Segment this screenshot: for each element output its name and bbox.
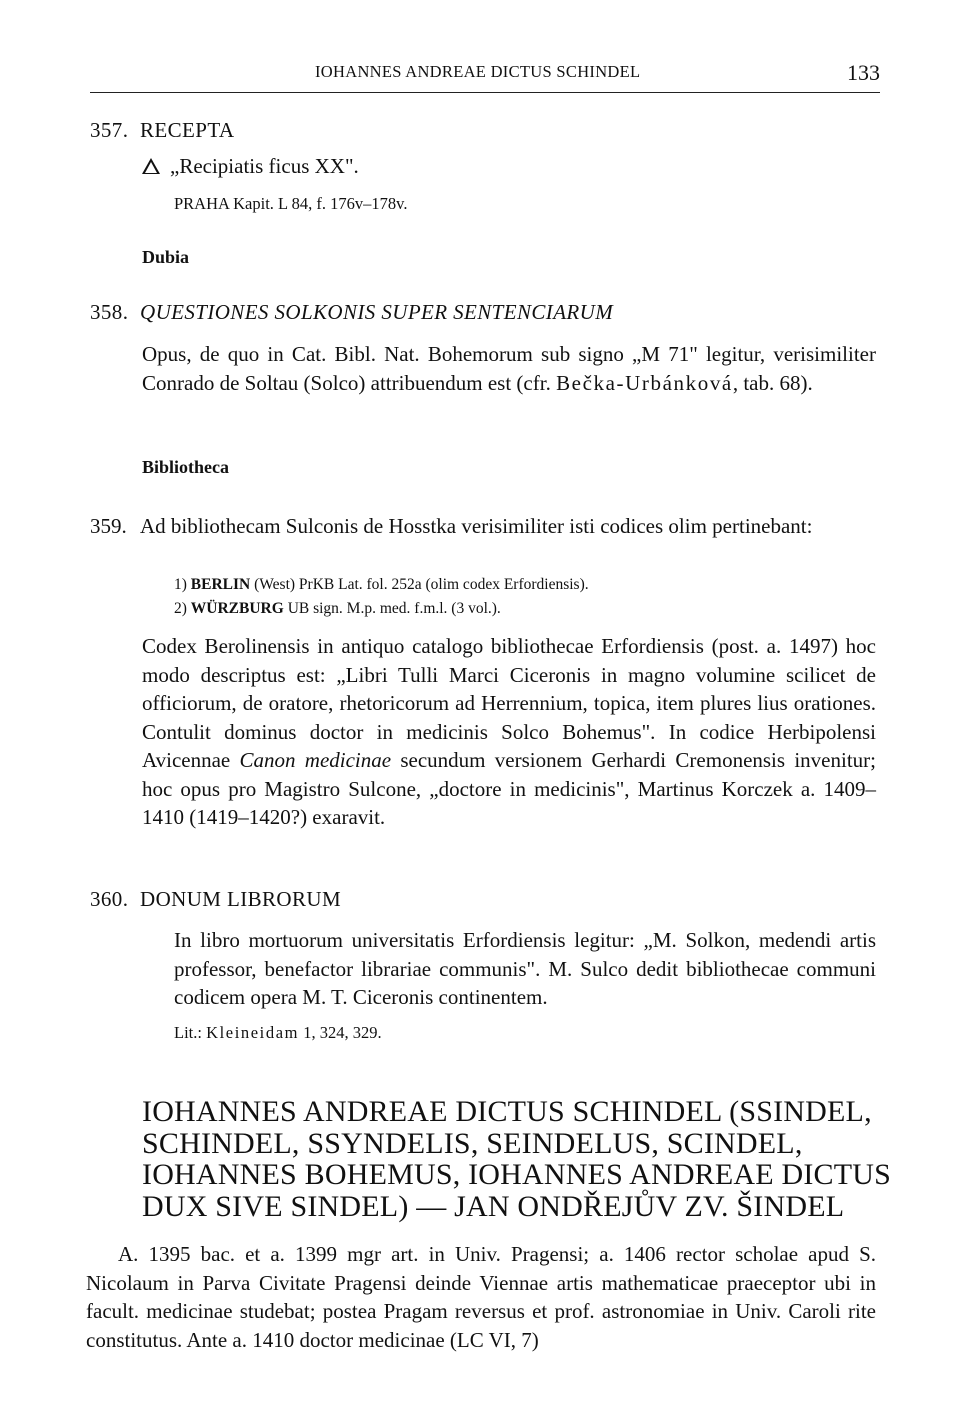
entry-number: 357.: [90, 118, 129, 142]
triangle-icon: [142, 158, 160, 174]
codex-2-number: 2): [174, 600, 187, 617]
main-heading-line: IOHANNES BOHEMUS, IOHANNES ANDREAE DICTUS: [142, 1158, 892, 1191]
codex-1-city: BERLIN: [190, 576, 251, 593]
running-title: IOHANNES ANDREAE DICTUS SCHINDEL: [315, 62, 641, 81]
biography-text: A. 1395 bac. et a. 1399 mgr art. in Univ. Pragensi; a. 1406 rector scholae apud S. Nicolaum in Parva Civitate Pragensi deinde Viennae artis mathematicae praeceptor ubi in facult. medicinae studebat; postea Pragam reversus et prof. astronomiae in Univ. Caroli rite constitutus. Ante a. 1410 doctor medicinae (LC VI, 7): [86, 1242, 876, 1352]
entry-359-intro-text: Ad bibliothecam Sulconis de Hosstka verisimiliter isti codices olim pertinebant:: [140, 514, 813, 538]
paragraph-italic-title: Canon medicinae: [239, 748, 392, 772]
running-head: [90, 58, 880, 93]
lit-reference: 1, 324, 329.: [299, 1023, 382, 1042]
lit-label: Lit.:: [174, 1023, 202, 1042]
paragraph-text-end: secundum versionem Gerhardi Cremonensis invenitur; hoc opus pro Magistro Sulcone, „doctore in medicinis", Martinus Korczek a. 1409–1410 (1419–1420?) exaravit.: [142, 748, 876, 829]
main-heading-line: SCHINDEL, SSYNDELIS, SEINDELUS, SCINDEL,: [142, 1126, 803, 1160]
codex-2-shelfmark: UB sign. M.p. med. f.m.l. (3 vol.).: [287, 600, 501, 617]
codex-2: [174, 598, 501, 620]
entry-360-heading: [90, 887, 341, 912]
entry-357-heading: [90, 118, 234, 143]
entry-358-text-part: Opus, de quo in Cat. Bibl. Nat. Bohemorum sub signo „M 71" legitur, verisimiliter Conrado de Soltau (Solco) attribuendum est (cfr.: [142, 342, 876, 395]
entry-359-paragraph: [142, 632, 876, 832]
entry-number: 360.: [90, 887, 129, 911]
codex-1-number: 1): [174, 576, 187, 593]
entry-number: 359.: [90, 514, 127, 538]
section-bibliotheca: Bibliotheca: [142, 457, 230, 477]
entry-title: QUESTIONES SOLKONIS SUPER SENTENCIARUM: [140, 300, 614, 324]
literature-line: [174, 1022, 382, 1044]
main-heading-line: DUX SIVE SINDEL) — JAN ONDŘEJŮV ZV. ŠINDEL: [142, 1189, 845, 1223]
section-dubia: Dubia: [142, 247, 190, 267]
entry-title: DONUM LIBRORUM: [140, 887, 342, 911]
entry-358-text-end: , tab. 68).: [732, 370, 813, 395]
paragraph-text: Codex Berolinensis in antiquo catalogo bibliothecae Erfordiensis (post. a. 1497) hoc modo descriptus est: „Libri Tulli Marci Ciceronis in magno volumine scilicet de officiorum, de oratore, rhetoricorum ad Herrennium, topica, item plures lius orationes. Contulit dominus doctor in medicinis Solco Bohemus". In codice Herbipolensi Avicennae: [142, 634, 876, 772]
main-heading-line: IOHANNES ANDREAE DICTUS SCHINDEL (SSINDEL,: [142, 1095, 872, 1128]
incipit-text: „Recipiatis ficus XX".: [170, 154, 359, 178]
ref-author: Bečka-Urbánková: [556, 370, 733, 395]
codex-2-city: WÜRZBURG: [190, 600, 284, 617]
page-number: 133: [847, 60, 880, 85]
entry-359-intro: [90, 512, 876, 541]
entry-number: 358.: [90, 300, 129, 324]
main-heading: [142, 1096, 902, 1222]
lit-author: Kleineidam: [206, 1023, 300, 1042]
entry-358-heading: [90, 300, 613, 325]
manuscript-line: PRAHA Kapit. L 84, f. 176v–178v.: [174, 194, 408, 213]
codex-1: [174, 574, 589, 596]
codex-1-shelfmark: (West) PrKB Lat. fol. 252a (olim codex Erfordiensis).: [254, 576, 589, 593]
entry-358-text: [142, 340, 876, 397]
entry-title: RECEPTA: [140, 118, 235, 142]
entry-360-text: In libro mortuorum universitatis Erfordiensis legitur: „M. Solkon, medendi artis professor, benefactor librariae communis". M. Sulco dedit bibliothecae communi codicem opera M. T. Ciceronis continentem.: [174, 928, 876, 1009]
incipit-line: [142, 152, 359, 181]
